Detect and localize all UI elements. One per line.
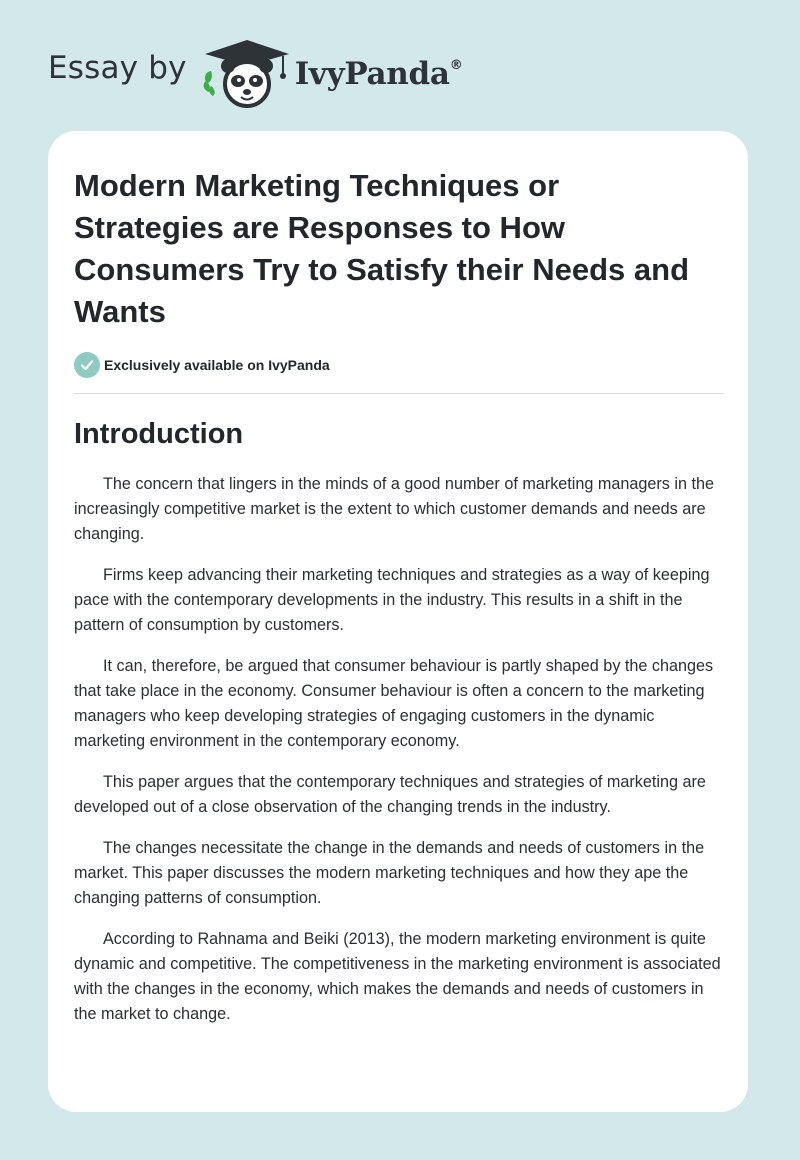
essay-card: [48, 131, 748, 1112]
paragraph: Firms keep advancing their marketing techniques and strategies as a way of keeping pace with the contemporary developments in the industry. This results in a shift in the pattern of consumption by customers.: [74, 566, 710, 634]
site-header: [48, 34, 748, 110]
paragraph: According to Rahnama and Beiki (2013), the modern marketing environment is quite dynamic and competitive. The competitiveness in the marketing environment is associated with the changes in the economy, which makes the demands and needs of customers in the market to change.: [74, 930, 721, 1023]
paragraph: This paper argues that the contemporary techniques and strategies of marketing are developed out of a close observation of the changing trends in the industry.: [74, 773, 706, 816]
paragraph: The changes necessitate the change in the demands and needs of customers in the market. This paper discusses the modern marketing techniques and how they ape the changing patterns of consumption.: [74, 839, 705, 907]
divider: [74, 393, 724, 394]
exclusive-badge-label: Exclusively available on IvyPanda: [104, 357, 330, 373]
check-circle-icon: [74, 352, 100, 378]
panda-graduate-logo-icon[interactable]: [201, 34, 293, 110]
essay-title: Modern Marketing Techniques or Strategies are Responses to How Consumers Try to Satisfy their Needs and Wants: [74, 168, 690, 329]
brand-name[interactable]: IvyPanda®: [294, 56, 463, 92]
essay-body: [74, 472, 726, 1027]
paragraph: It can, therefore, be argued that consumer behaviour is partly shaped by the changes that take place in the economy. Consumer behaviour is often a concern to the marketing managers who keep developing strategies of engaging customers in the dynamic marketing environment in the contemporary economy.: [74, 657, 714, 750]
exclusive-badge: [74, 351, 722, 379]
essay-by-label: Essay by: [48, 50, 187, 86]
paragraph: The concern that lingers in the minds of a good number of marketing managers in the increasingly competitive market is the extent to which customer demands and needs are changing.: [74, 475, 714, 543]
section-heading: Introduction: [74, 418, 244, 450]
